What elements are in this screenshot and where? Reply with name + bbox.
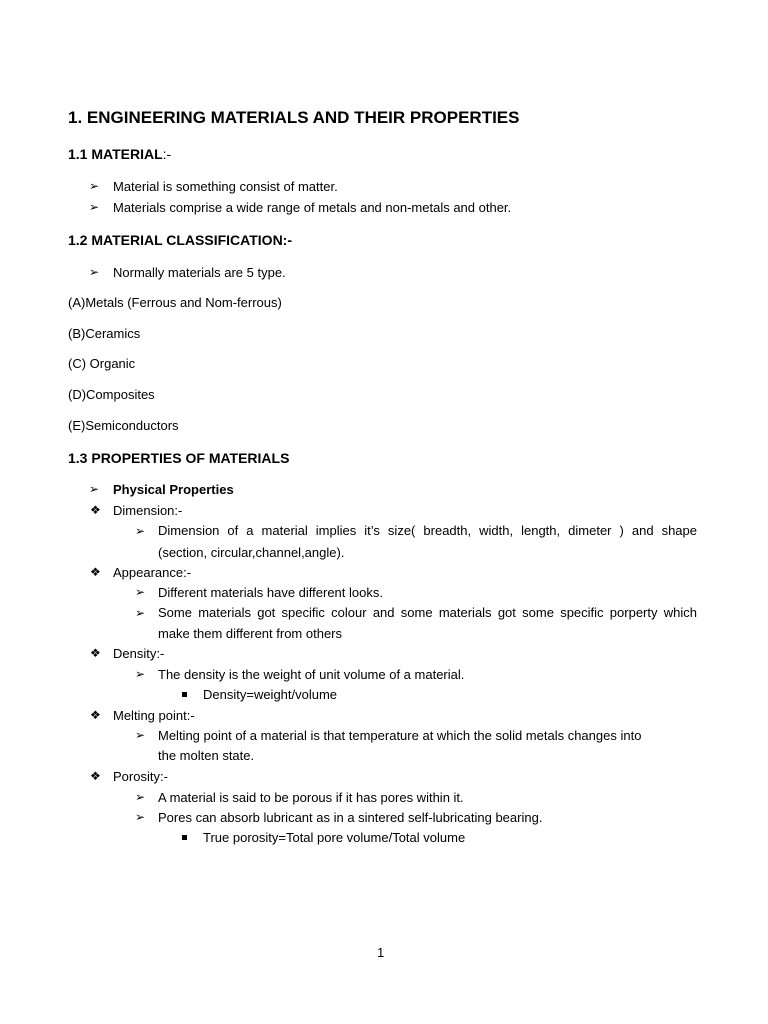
list-item: Material is something consist of matter.: [113, 179, 338, 194]
list-item: Normally materials are 5 type.: [113, 265, 286, 280]
arrowhead-bullet-icon: ➢: [135, 667, 146, 681]
arrowhead-bullet-icon: ➢: [89, 179, 100, 193]
material-type: (C) Organic: [68, 356, 136, 371]
four-diamond-bullet-icon: ❖: [90, 646, 101, 660]
appearance-item-line1: Some materials got specific colour and some materials got some specific porperty which: [158, 605, 697, 620]
property-label-dimension: Dimension:-: [113, 503, 183, 518]
material-type: (E)Semiconductors: [68, 418, 179, 433]
property-label-melting-point: Melting point:-: [113, 708, 195, 723]
arrowhead-bullet-icon: ➢: [135, 606, 146, 620]
arrowhead-bullet-icon: ➢: [89, 200, 100, 214]
material-type: (A)Metals (Ferrous and Nom-ferrous): [68, 295, 282, 310]
property-label-appearance: Appearance:-: [113, 565, 192, 580]
page-number: 1: [377, 945, 385, 960]
appearance-item: Different materials have different looks.: [158, 585, 383, 600]
appearance-item-line2: make them different from others: [158, 626, 343, 641]
arrowhead-bullet-icon: ➢: [89, 482, 100, 496]
property-label-porosity: Porosity:-: [113, 769, 168, 784]
section-heading-properties: 1.3 PROPERTIES OF MATERIALS: [68, 450, 290, 466]
density-formula: Density=weight/volume: [203, 687, 338, 702]
section-heading-material-text: 1.1 MATERIAL: [68, 146, 163, 162]
arrowhead-bullet-icon: ➢: [135, 790, 146, 804]
material-type: (B)Ceramics: [68, 326, 141, 341]
melting-description-line1: Melting point of a material is that temperature at which the solid metals changes into: [158, 728, 642, 743]
property-label-density: Density:-: [113, 646, 165, 661]
arrowhead-bullet-icon: ➢: [135, 585, 146, 599]
arrowhead-bullet-icon: ➢: [135, 524, 146, 538]
arrowhead-bullet-icon: ➢: [89, 265, 100, 279]
dimension-description-line1: Dimension of a material implies it’s size( breadth, width, length, dimeter ) and shape: [158, 523, 697, 538]
four-diamond-bullet-icon: ❖: [90, 565, 101, 579]
square-bullet-icon: [182, 692, 187, 697]
list-item: Materials comprise a wide range of metals and non-metals and other.: [113, 200, 512, 215]
section-heading-classification: 1.2 MATERIAL CLASSIFICATION:-: [68, 232, 292, 248]
porosity-formula: True porosity=Total pore volume/Total volume: [203, 830, 466, 845]
section-heading-material-suffix: :-: [162, 146, 172, 162]
four-diamond-bullet-icon: ❖: [90, 769, 101, 783]
melting-description-line2: the molten state.: [158, 748, 255, 763]
square-bullet-icon: [182, 835, 187, 840]
density-item: The density is the weight of unit volume of a material.: [158, 667, 465, 682]
arrowhead-bullet-icon: ➢: [135, 728, 146, 742]
four-diamond-bullet-icon: ❖: [90, 503, 101, 517]
porosity-item: A material is said to be porous if it has pores within it.: [158, 790, 464, 805]
material-type: (D)Composites: [68, 387, 155, 402]
document-title: 1. ENGINEERING MATERIALS AND THEIR PROPERTIES: [68, 108, 520, 127]
porosity-item: Pores can absorb lubricant as in a sintered self-lubricating bearing.: [158, 810, 543, 825]
dimension-description-line2: (section, circular,channel,angle).: [158, 545, 345, 560]
four-diamond-bullet-icon: ❖: [90, 708, 101, 722]
arrowhead-bullet-icon: ➢: [135, 810, 146, 824]
section-heading-material: [68, 146, 171, 162]
physical-properties-label: Physical Properties: [113, 482, 234, 497]
